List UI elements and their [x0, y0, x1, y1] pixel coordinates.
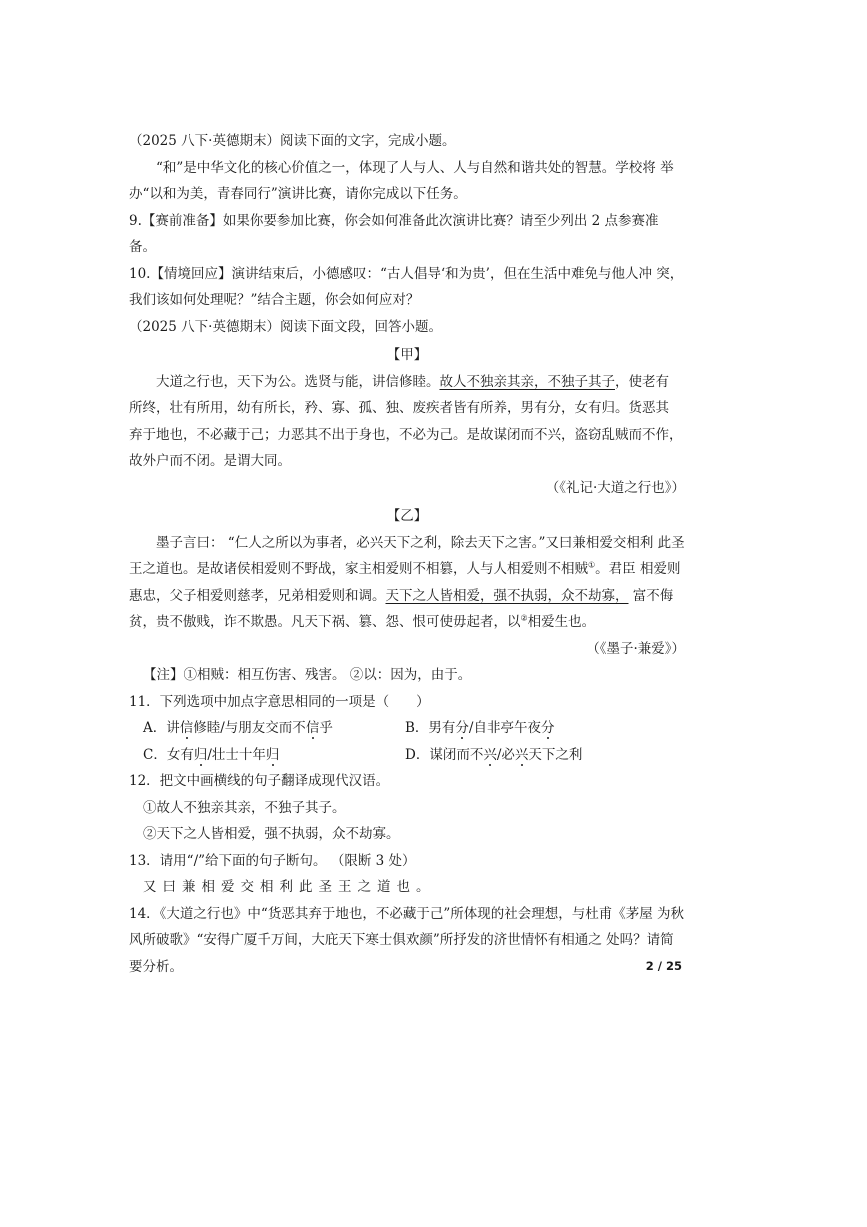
section1-intro: “和”是中华文化的核心价值之一，体现了人与人、人与自然和谐共处的智慧。学校将 举办“以和为美，青春同行”演讲比赛，请你完成以下任务。 — [129, 159, 674, 202]
question-12-sentence-2: ②天下之人皆相爱，强不执弱，众不劫寡。 — [143, 826, 400, 842]
option-c: C．女有归/壮士十年归 — [143, 746, 280, 763]
passage-yi-citation: （《墨子·兼爱》） — [586, 640, 685, 657]
question-11: 11．下列选项中加点字意思相同的一项是（ ） — [129, 693, 430, 710]
passage-jia-text: 大道之行也，天下为公。选贤与能，讲信修睦。故人不独亲其亲，不独子其子，使老有 所终，壮有所用，幼有所长，矜、寡、孤、独、废疾者皆有所养，男有分，女有归。货恶其 弃于地也，不必藏于己；力恶其不出于身也，不必为己。是故谋闭而不兴，盗窃乱贼而不作， 故外户而不闭。是谓大同。 — [129, 373, 683, 469]
underlined-sentence-2: 天下之人皆相爱，强不执弱，众不劫寡， — [385, 587, 629, 604]
question-10: 10.【情境回应】演讲结束后，小德感叹：“古人倡导‘和为贵’，但在生活中难免与他人冲 突，我们该如何处理呢？”结合主题，你会如何应对？ — [129, 265, 684, 308]
option-b: B．男有分/自非亭午夜分 — [405, 720, 555, 736]
annotation-note: 【注】①相贼：相互伤害、残害。 ②以：因为，由于。 — [143, 667, 472, 683]
question-12-sentence-1: ①故人不独亲其亲，不独子其子。 — [143, 799, 346, 816]
question-13: 13．请用“/”给下面的句子断句。 （限断 3 处） — [129, 852, 416, 869]
passage-jia-citation: （《礼记·大道之行也》） — [545, 479, 685, 496]
section2-source: （2025 八下·英德期末）阅读下面文段，回答小题。 — [129, 318, 442, 335]
section1-source: （2025 八下·英德期末）阅读下面的文字，完成小题。 — [129, 133, 456, 149]
page-number: 2 / 25 — [645, 959, 682, 973]
question-13-sentence: 又曰兼相爱交相利此圣王之道也。 — [143, 879, 436, 895]
question-11-options-row-2 — [129, 742, 685, 769]
question-14: 14．《大道之行也》中“货恶其弃于地也，不必藏于己”所体现的社会理想，与杜甫《茅屋 为秋风所破歌》“安得广厦千万间，大庇天下寒士俱欢颜”所抒发的济世情怀有相通之 处吗？请简要分析。 — [129, 905, 685, 975]
passage-yi-heading: 【乙】 — [386, 508, 428, 524]
underlined-sentence-1: 故人不独亲其亲，不独子其子 — [439, 373, 615, 390]
passage-jia-heading: 【甲】 — [386, 347, 428, 363]
document-body — [129, 128, 685, 980]
note-marker-1: ① — [588, 560, 596, 570]
question-12: 12．把文中画横线的句子翻译成现代汉语。 — [129, 773, 390, 789]
option-a: A．讲信修睦/与朋友交而不信乎 — [143, 720, 333, 736]
passage-yi-text: 墨子言曰： “仁人之所以为事者，必兴天下之利，除去天下之害。”又曰兼相爱交相利 此圣王之道也。是故诸侯相爱则不野战，家主相爱则不相篡，人与人相爱则不相贼①。君臣 相爱则惠忠，父子相爱则慈孝，兄弟相爱则和调。天下之人皆相爱，强不执弱，众不劫寡， 富不侮贫，贵不傲贱，诈不欺愚。凡天下祸、篡、怨、恨可使毋起者，以②相爱生也。 — [129, 534, 685, 630]
question-9: 9.【赛前准备】如果你要参加比赛，你会如何准备此次演讲比赛？请至少列出 2 点参赛准备。 — [129, 212, 659, 255]
option-d: D．谋闭而不兴/必兴天下之利 — [405, 746, 583, 763]
note-marker-2: ② — [520, 613, 528, 623]
question-11-options-row-1 — [129, 715, 685, 742]
